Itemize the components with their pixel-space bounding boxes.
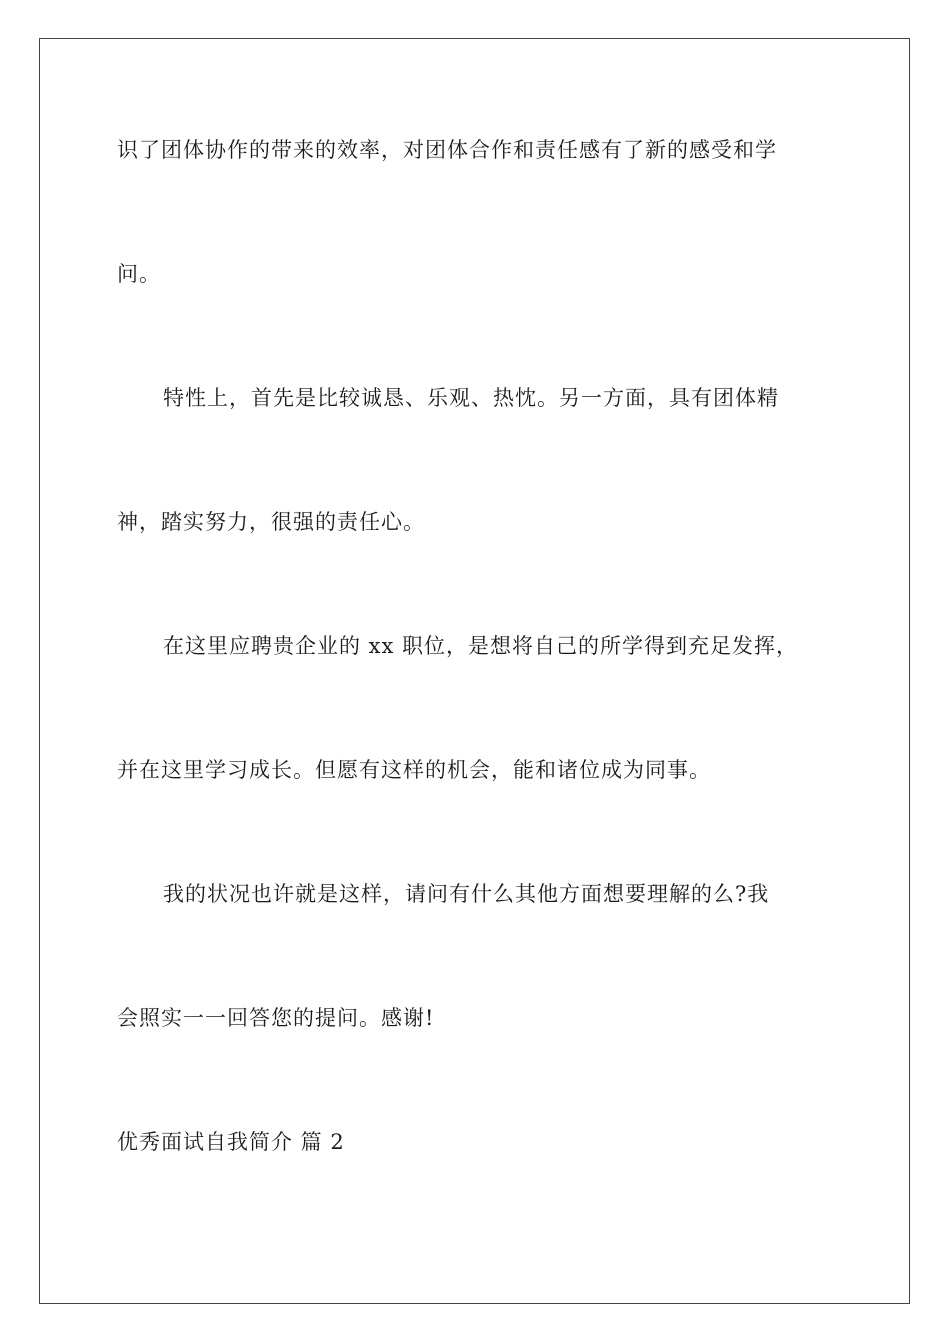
section-heading: 优秀面试自我简介 篇 2 xyxy=(117,1130,345,1154)
paragraph-line: 我的状况也许就是这样，请问有什么其他方面想要理解的么?我 xyxy=(163,882,770,906)
paragraph-line: 神，踏实努力，很强的责任心。 xyxy=(117,510,425,534)
paragraph-line: 会照实一一回答您的提问。感谢! xyxy=(117,1006,435,1030)
page-frame xyxy=(39,38,910,1304)
paragraph-line: 识了团体协作的带来的效率，对团体合作和责任感有了新的感受和学 xyxy=(117,138,777,162)
paragraph-line: 并在这里学习成长。但愿有这样的机会，能和诸位成为同事。 xyxy=(117,758,711,782)
paragraph-line: 问。 xyxy=(117,262,161,286)
paragraph-line: 特性上，首先是比较诚恳、乐观、热忱。另一方面，具有团体精 xyxy=(163,386,779,410)
paragraph-line: 在这里应聘贵企业的 xx 职位，是想将自己的所学得到充足发挥， xyxy=(163,634,799,658)
